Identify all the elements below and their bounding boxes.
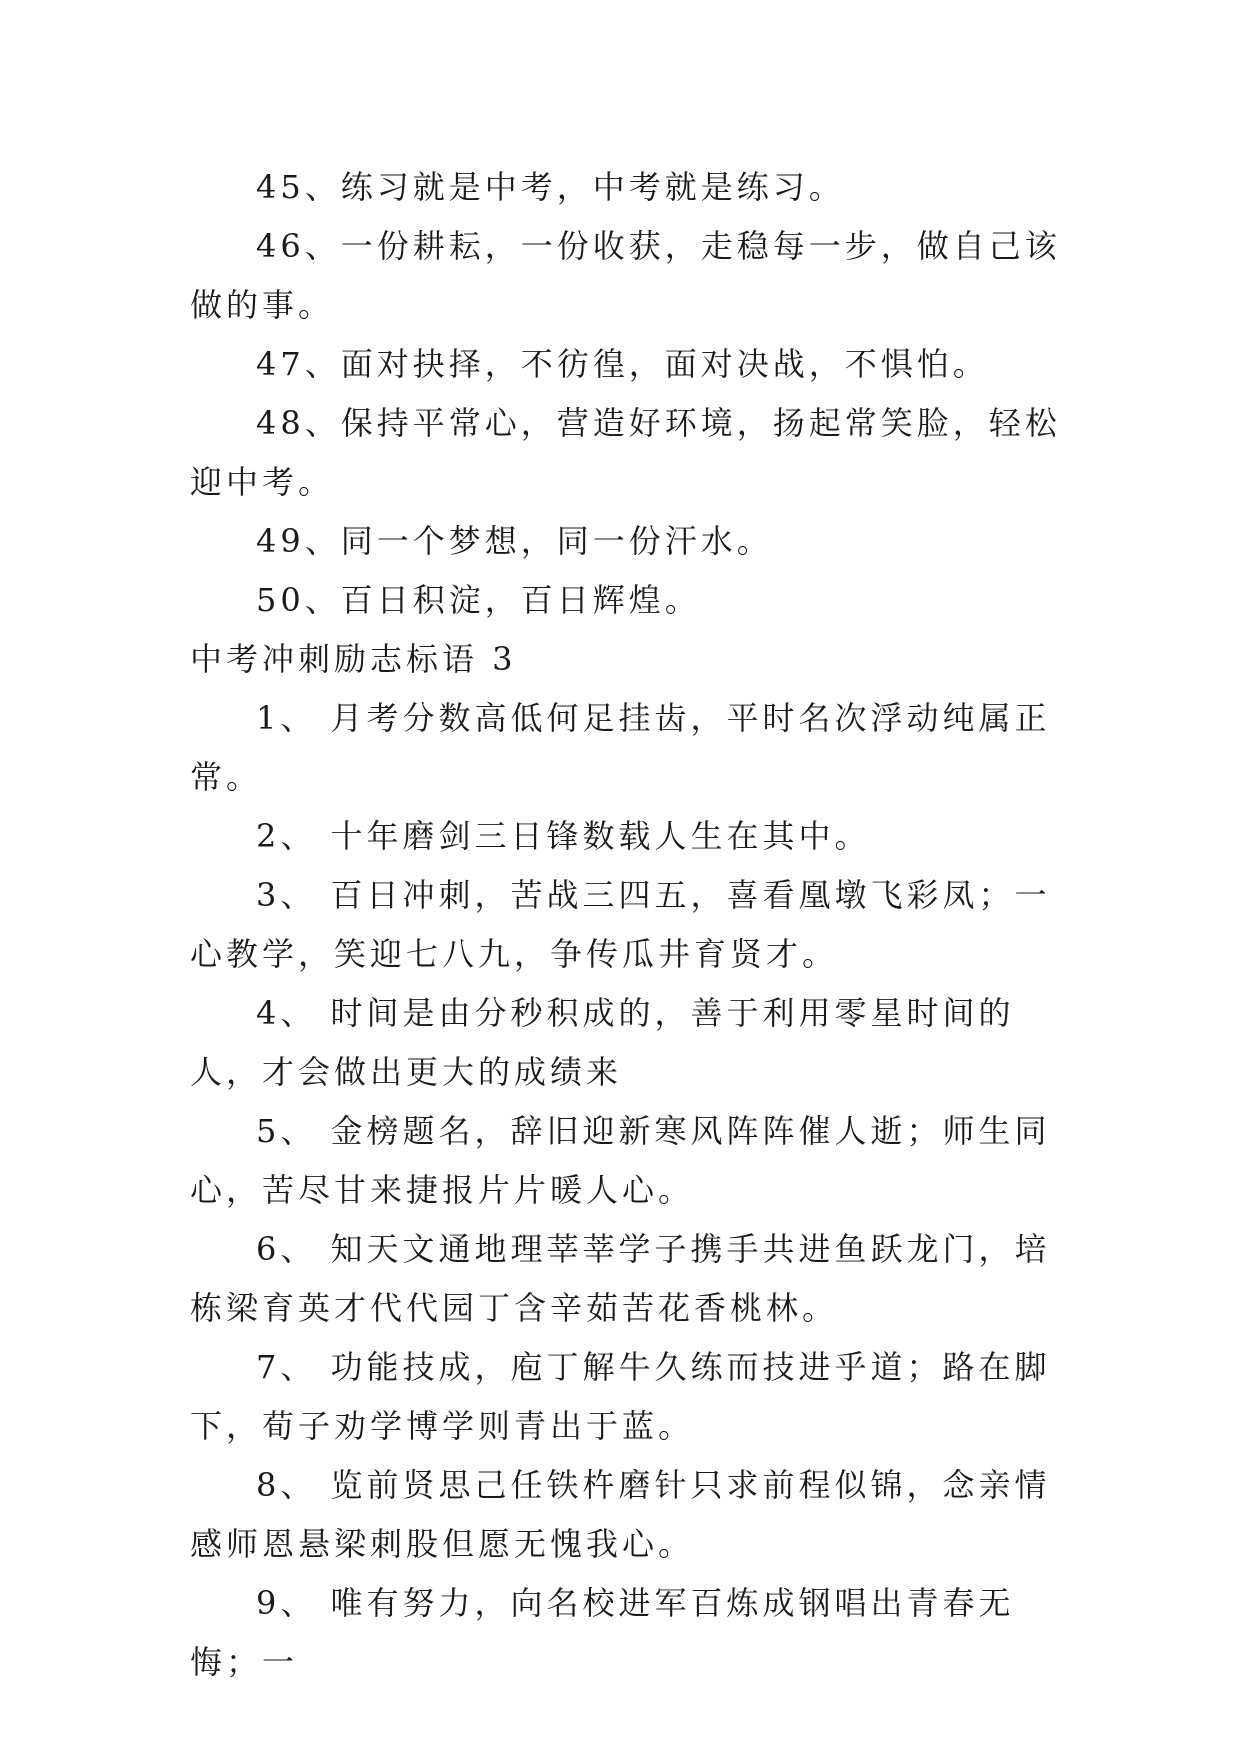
slogan-1: 1、 月考分数高低何足挂齿，平时名次浮动纯属正常。 [190,699,1051,796]
paragraph-47: 47、面对抉择，不彷徨，面对决战，不惧怕。 [256,345,989,383]
section-heading: 中考冲刺励志标语 3 [190,640,517,678]
slogan-8: 8、 览前贤思己任铁杵磨针只求前程似锦，念亲情感师恩悬梁刺股但愿无愧我心。 [190,1466,1051,1563]
slogan-4: 4、 时间是由分秒积成的，善于利用零星时间的人，才会做出更大的成绩来 [190,994,1015,1091]
document-body [190,158,1070,1692]
slogan-6: 6、 知天文通地理莘莘学子携手共进鱼跃龙门，培栋梁育英才代代园丁含辛茹苦花香桃林。 [190,1230,1051,1327]
slogan-5: 5、 金榜题名，辞旧迎新寒风阵阵催人逝；师生同心，苦尽甘来捷报片片暖人心。 [190,1112,1051,1209]
paragraph-49: 49、同一个梦想，同一份汗水。 [256,522,773,560]
slogan-7: 7、 功能技成，庖丁解牛久练而技进乎道；路在脚下，荀子劝学博学则青出于蓝。 [190,1348,1051,1445]
slogan-9: 9、 唯有努力，向名校进军百炼成钢唱出青春无悔；一 [190,1584,1015,1681]
paragraph-46: 46、一份耕耘，一份收获，走稳每一步，做自己该做的事。 [190,227,1061,324]
paragraph-45: 45、练习就是中考，中考就是练习。 [256,168,845,206]
paragraph-50: 50、百日积淀，百日辉煌。 [256,581,701,619]
slogan-3: 3、 百日冲刺，苦战三四五，喜看凰墩飞彩凤；一心教学，笑迎七八九，争传瓜井育贤才。 [190,876,1051,973]
slogan-2: 2、 十年磨剑三日锋数载人生在其中。 [256,817,871,855]
paragraph-48: 48、保持平常心，营造好环境，扬起常笑脸，轻松迎中考。 [190,404,1061,501]
